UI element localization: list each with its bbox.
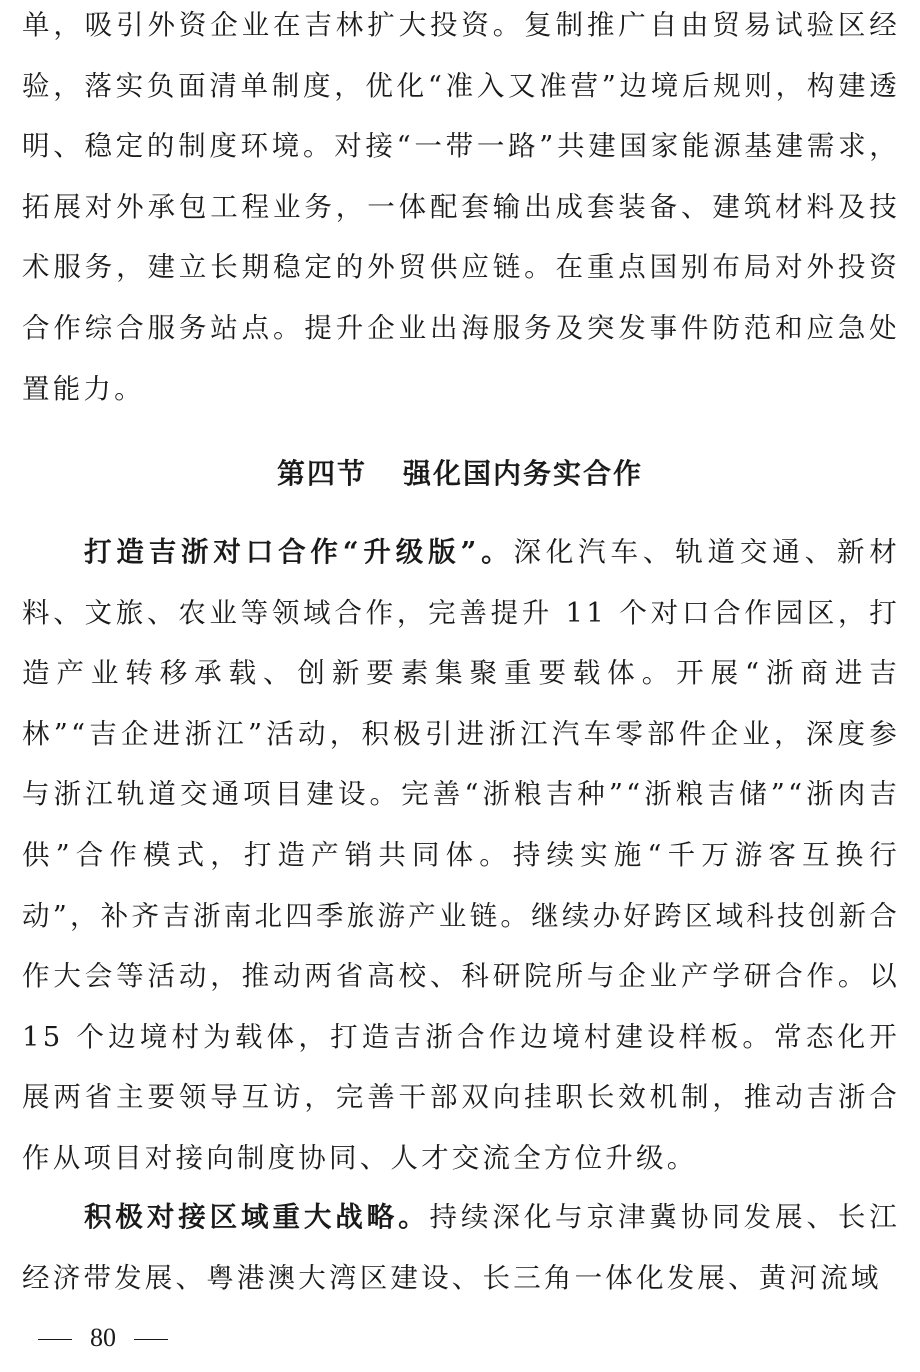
paragraph-lead: 积极对接区域重大战略。: [84, 1201, 430, 1233]
paragraph-continuation: 单，吸引外资企业在吉林扩大投资。复制推广自由贸易试验区经验，落实负面清单制度，优化“准入又准营”边境后规则，构建透明、稳定的制度环境。对接“一带一路”共建国家能源基建需求，拓展对外承包工程业务，一体配套输出成套装备、建筑材料及技术服务，建立长期稳定的外贸供应链。在重点国别布局对外投资合作综合服务站点。提升企业出海服务及突发事件防范和应急处置能力。: [22, 9, 900, 405]
page-number: 80: [90, 1323, 116, 1352]
paragraph-body: 持续深化与京津冀协同发展、长江经济带发展、粤港澳大湾区建设、长三角一体化发展、黄河流域: [22, 1201, 900, 1294]
footer-dash-right: [134, 1339, 168, 1340]
paragraph: [22, 1187, 900, 1308]
section-title: 强化国内务实合作: [403, 457, 644, 490]
paragraph-lead: 打造吉浙对口合作“升级版”。: [84, 536, 514, 568]
paragraph-body: 深化汽车、轨道交通、新材料、文旅、农业等领域合作，完善提升 11 个对口合作园区，打造产业转移承载、创新要素集聚重要载体。开展“浙商进吉林”“吉企进浙江”活动，积极引进浙江汽车零部件企业，深度参与浙江轨道交通项目建设。完善“浙粮吉种”“浙粮吉储”“浙肉吉供”合作模式，打造产销共同体。持续实施“千万游客互换行动”，补齐吉浙南北四季旅游产业链。继续办好跨区域科技创新合作大会等活动，推动两省高校、科研院所与企业产学研合作。以 15 个边境村为载体，打造吉浙合作边境村建设样板。常态化开展两省主要领导互访，完善干部双向挂职长效机制，推动吉浙合作从项目对接向制度协同、人才交流全方位升级。: [22, 536, 900, 1174]
section-heading: [0, 448, 920, 500]
paragraph: [22, 522, 900, 1189]
page-footer: [38, 1318, 168, 1358]
section-number: 第四节: [276, 457, 367, 490]
footer-dash-left: [38, 1339, 72, 1340]
